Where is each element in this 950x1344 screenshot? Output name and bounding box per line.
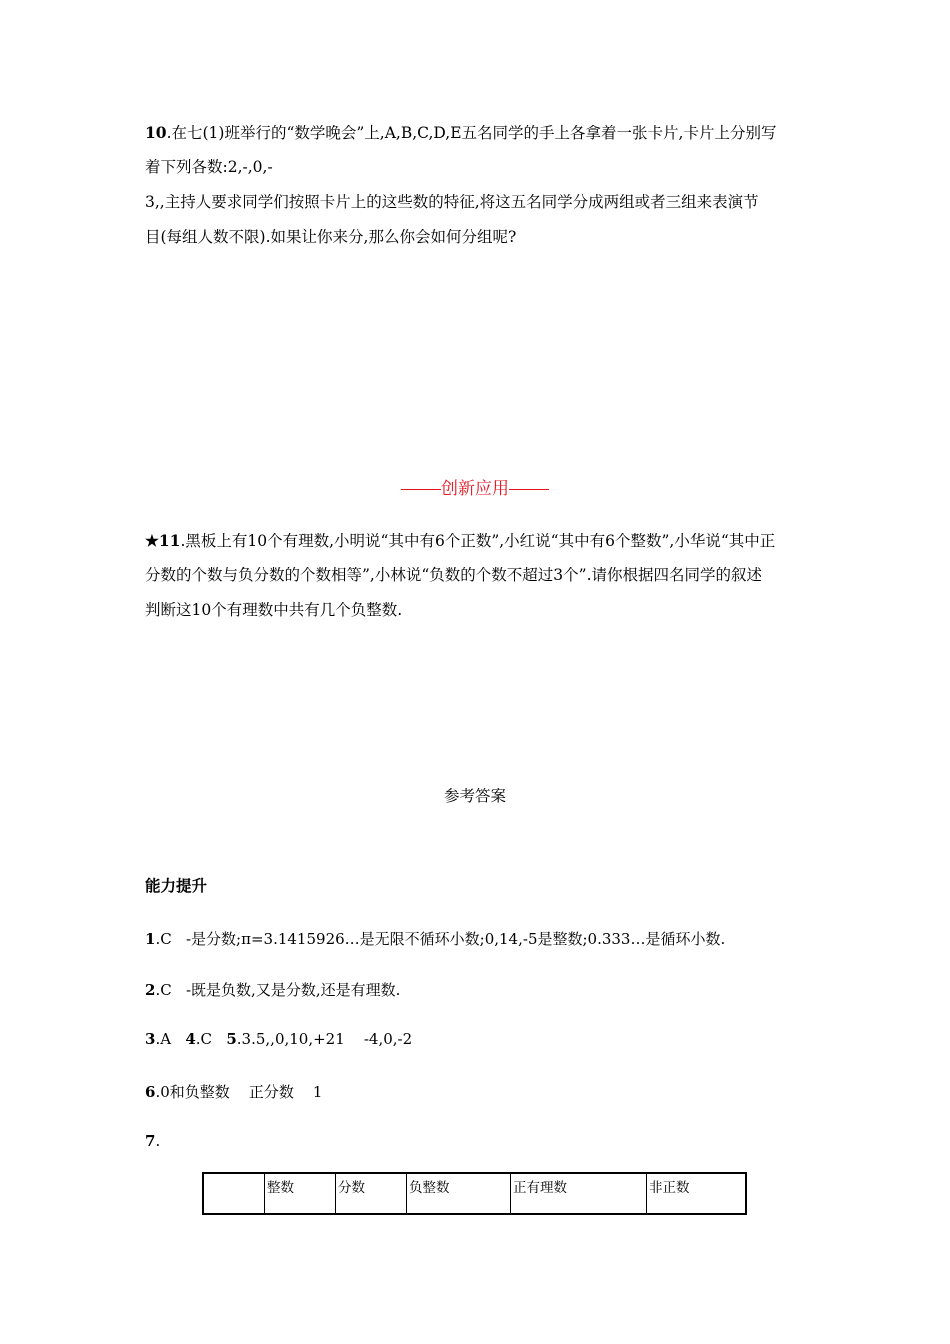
answer-text: .A <box>155 1030 186 1048</box>
header-left-rule <box>401 489 441 490</box>
answer-text: .C -既是负数,又是分数,还是有理数. <box>155 981 401 999</box>
classification-table <box>202 1172 747 1215</box>
answer-number: 6 <box>145 1083 156 1101</box>
table-header-cell: 分数 <box>336 1173 407 1214</box>
question-10-line-3: 3,,主持人要求同学们按照卡片上的这些数的特征,将这五名同学分成两组或者三组来表演节 <box>145 193 759 211</box>
question-11-line-1 <box>145 523 805 559</box>
answer-1 <box>145 928 725 949</box>
question-text: .在七(1)班举行的“数学晚会”上,A,B,C,D,E五名同学的手上各拿着一张卡片,卡片上分别写 <box>166 124 777 142</box>
section-header <box>0 474 950 499</box>
question-10-line-2: 着下列各数:2,-,0,- <box>145 158 273 176</box>
question-11-line-3: 判断这10个有理数中共有几个负整数. <box>145 601 403 619</box>
answer-3-5 <box>145 1030 412 1048</box>
table-header-cell: 负整数 <box>407 1173 511 1214</box>
answers-section-title: 能力提升 <box>145 877 208 895</box>
answer-text: .C -是分数;π=3.1415926…是无限不循环小数;0,14,-5是整数;0.333…是循环小数. <box>155 930 726 948</box>
answers-title: 参考答案 <box>443 787 506 805</box>
table-header-cell: 整数 <box>265 1173 336 1214</box>
answer-number: 4 <box>185 1030 196 1048</box>
table-header-cell: 非正数 <box>647 1173 747 1214</box>
question-11-line-2: 分数的个数与负分数的个数相等”,小林说“负数的个数不超过3个”.请你根据四名同学的叙述 <box>145 566 762 584</box>
table-header-cell <box>203 1173 265 1214</box>
answer-6 <box>145 1081 322 1102</box>
table-header-row <box>203 1173 746 1214</box>
answer-2 <box>145 979 400 1000</box>
table-header-cell: 正有理数 <box>511 1173 647 1214</box>
header-right-rule <box>509 489 549 490</box>
question-10-line-1 <box>145 115 805 151</box>
question-text: .黑板上有10个有理数,小明说“其中有6个正数”,小红说“其中有6个整数”,小华说“其中正 <box>180 532 776 550</box>
answer-number: 3 <box>145 1030 156 1048</box>
answer-text: .3.5,,0,10,+21 -4,0,-2 <box>236 1030 413 1048</box>
question-number: ★11 <box>145 531 181 550</box>
answer-7 <box>145 1132 160 1150</box>
answer-number: 1 <box>145 930 156 948</box>
question-number: 10 <box>145 123 167 142</box>
answer-number: 7 <box>145 1132 156 1150</box>
answer-number: 2 <box>145 981 156 999</box>
answer-text: . <box>155 1132 161 1150</box>
answer-number: 5 <box>226 1030 237 1048</box>
answer-text: .0和负整数 正分数 1 <box>155 1083 323 1101</box>
answer-text: .C <box>195 1030 227 1048</box>
section-header-text: 创新应用 <box>441 479 509 499</box>
question-10-line-4: 目(每组人数不限).如果让你来分,那么你会如何分组呢? <box>145 228 517 246</box>
